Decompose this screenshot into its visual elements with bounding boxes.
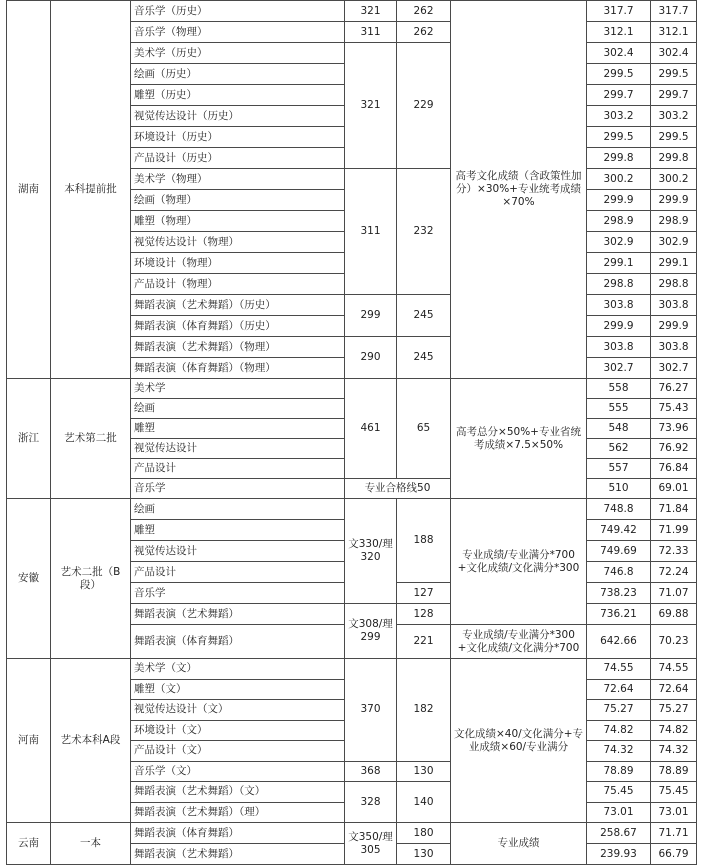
score-cell: 302.7 (587, 358, 651, 379)
culture-line-cell: 文350/理305 (345, 823, 397, 865)
batch-cell: 艺术第二批 (51, 379, 131, 499)
score-cell: 748.8 (587, 499, 651, 520)
major-cell: 音乐学（历史） (131, 1, 345, 22)
major-cell: 绘画（物理） (131, 190, 345, 211)
major-cell: 视觉传达设计（物理） (131, 232, 345, 253)
culture-line-cell: 290 (345, 337, 397, 379)
score-cell: 258.67 (587, 823, 651, 844)
major-cell: 音乐学（物理） (131, 22, 345, 43)
score-cell: 72.33 (651, 541, 697, 562)
formula-cell: 文化成绩×40/文化满分+专业成绩×60/专业满分 (451, 659, 587, 823)
score-cell: 66.79 (651, 844, 697, 865)
major-line-cell: 262 (397, 22, 451, 43)
major-cell: 美术学（历史） (131, 43, 345, 64)
score-cell: 299.5 (587, 64, 651, 85)
score-cell: 749.69 (587, 541, 651, 562)
score-cell: 299.7 (587, 85, 651, 106)
score-cell: 736.21 (587, 604, 651, 625)
score-cell: 76.84 (651, 459, 697, 479)
score-cell: 299.9 (651, 190, 697, 211)
province-cell: 安徽 (7, 499, 51, 659)
culture-line-cell: 311 (345, 169, 397, 295)
score-cell: 302.4 (651, 43, 697, 64)
formula-cell: 专业成绩 (451, 823, 587, 865)
major-cell: 美术学（物理） (131, 169, 345, 190)
culture-line-cell: 文330/理320 (345, 499, 397, 604)
score-cell: 555 (587, 399, 651, 419)
culture-line-cell: 321 (345, 1, 397, 22)
major-line-cell: 140 (397, 782, 451, 823)
batch-cell: 本科提前批 (51, 1, 131, 379)
major-cell: 产品设计 (131, 459, 345, 479)
major-cell: 美术学（文） (131, 659, 345, 680)
major-line-cell: 65 (397, 379, 451, 479)
major-cell: 产品设计 (131, 562, 345, 583)
score-cell: 302.9 (651, 232, 697, 253)
formula-cell: 高考总分×50%+专业省统考成绩×7.5×50% (451, 379, 587, 499)
score-cell: 72.64 (587, 679, 651, 700)
score-cell: 74.32 (651, 741, 697, 762)
score-cell: 74.82 (587, 720, 651, 741)
culture-line-cell: 328 (345, 782, 397, 823)
score-cell: 75.45 (651, 782, 697, 803)
major-line-cell: 245 (397, 337, 451, 379)
score-cell: 303.2 (651, 106, 697, 127)
score-cell: 298.9 (587, 211, 651, 232)
major-cell: 舞蹈表演（体育舞蹈）（历史） (131, 316, 345, 337)
score-cell: 73.96 (651, 419, 697, 439)
formula-cell: 专业成绩/专业满分*700+文化成绩/文化满分*300 (451, 499, 587, 625)
major-line-cell: 229 (397, 43, 451, 169)
score-cell: 71.07 (651, 583, 697, 604)
score-cell: 317.7 (587, 1, 651, 22)
batch-cell: 艺术本科A段 (51, 659, 131, 823)
score-cell: 317.7 (651, 1, 697, 22)
score-cell: 738.23 (587, 583, 651, 604)
province-cell: 浙江 (7, 379, 51, 499)
province-cell: 湖南 (7, 1, 51, 379)
major-cell: 舞蹈表演（艺术舞蹈）（物理） (131, 337, 345, 358)
major-line-cell: 188 (397, 499, 451, 583)
score-cell: 510 (587, 479, 651, 499)
major-cell: 绘画 (131, 499, 345, 520)
score-cell: 298.8 (651, 274, 697, 295)
score-cell: 75.43 (651, 399, 697, 419)
major-cell: 产品设计（文） (131, 741, 345, 762)
score-cell: 303.2 (587, 106, 651, 127)
score-cell: 548 (587, 419, 651, 439)
major-cell: 雕塑（文） (131, 679, 345, 700)
major-cell: 雕塑 (131, 520, 345, 541)
major-line-cell: 245 (397, 295, 451, 337)
batch-cell: 一本 (51, 823, 131, 865)
score-cell: 75.27 (587, 700, 651, 721)
major-cell: 舞蹈表演（体育舞蹈）（物理） (131, 358, 345, 379)
major-cell: 音乐学 (131, 583, 345, 604)
major-cell: 舞蹈表演（体育舞蹈） (131, 625, 345, 659)
merged-line-cell: 专业合格线50 (345, 479, 451, 499)
score-cell: 302.9 (587, 232, 651, 253)
score-cell: 74.55 (651, 659, 697, 680)
score-cell: 78.89 (651, 761, 697, 782)
major-line-cell: 232 (397, 169, 451, 295)
score-cell: 562 (587, 439, 651, 459)
major-cell: 舞蹈表演（艺术舞蹈） (131, 844, 345, 865)
score-cell: 749.42 (587, 520, 651, 541)
batch-cell: 艺术二批（B段） (51, 499, 131, 659)
culture-line-cell: 461 (345, 379, 397, 479)
major-line-cell: 221 (397, 625, 451, 659)
score-cell: 302.4 (587, 43, 651, 64)
major-cell: 视觉传达设计（历史） (131, 106, 345, 127)
major-line-cell: 128 (397, 604, 451, 625)
province-cell: 河南 (7, 659, 51, 823)
score-cell: 71.71 (651, 823, 697, 844)
major-cell: 舞蹈表演（艺术舞蹈） (131, 604, 345, 625)
major-cell: 雕塑（历史） (131, 85, 345, 106)
major-line-cell: 127 (397, 583, 451, 604)
major-cell: 视觉传达设计 (131, 541, 345, 562)
score-cell: 299.5 (587, 127, 651, 148)
major-cell: 雕塑 (131, 419, 345, 439)
major-cell: 环境设计（历史） (131, 127, 345, 148)
score-cell: 299.7 (651, 85, 697, 106)
score-cell: 69.01 (651, 479, 697, 499)
score-cell: 74.32 (587, 741, 651, 762)
score-cell: 71.84 (651, 499, 697, 520)
score-cell: 300.2 (587, 169, 651, 190)
major-cell: 绘画（历史） (131, 64, 345, 85)
score-cell: 299.1 (587, 253, 651, 274)
score-cell: 72.24 (651, 562, 697, 583)
score-cell: 299.5 (651, 64, 697, 85)
score-cell: 299.5 (651, 127, 697, 148)
score-cell: 76.27 (651, 379, 697, 399)
score-cell: 299.1 (651, 253, 697, 274)
major-line-cell: 130 (397, 761, 451, 782)
culture-line-cell: 299 (345, 295, 397, 337)
culture-line-cell: 文308/理299 (345, 604, 397, 659)
major-cell: 舞蹈表演（艺术舞蹈）（历史） (131, 295, 345, 316)
score-cell: 299.9 (651, 316, 697, 337)
score-cell: 302.7 (651, 358, 697, 379)
score-cell: 312.1 (587, 22, 651, 43)
score-cell: 557 (587, 459, 651, 479)
formula-cell: 专业成绩/专业满分*300+文化成绩/文化满分*700 (451, 625, 587, 659)
score-cell: 299.9 (587, 190, 651, 211)
score-cell: 303.8 (651, 337, 697, 358)
major-cell: 音乐学（文） (131, 761, 345, 782)
major-line-cell: 262 (397, 1, 451, 22)
major-cell: 美术学 (131, 379, 345, 399)
culture-line-cell: 321 (345, 43, 397, 169)
major-line-cell: 182 (397, 659, 451, 762)
score-cell: 74.55 (587, 659, 651, 680)
score-cell: 312.1 (651, 22, 697, 43)
culture-line-cell: 370 (345, 659, 397, 762)
score-cell: 746.8 (587, 562, 651, 583)
province-cell: 云南 (7, 823, 51, 865)
major-cell: 音乐学 (131, 479, 345, 499)
major-cell: 产品设计（历史） (131, 148, 345, 169)
major-cell: 舞蹈表演（艺术舞蹈）（理） (131, 802, 345, 823)
major-line-cell: 130 (397, 844, 451, 865)
major-cell: 绘画 (131, 399, 345, 419)
major-cell: 雕塑（物理） (131, 211, 345, 232)
admission-score-table (6, 0, 697, 865)
major-line-cell: 180 (397, 823, 451, 844)
score-cell: 303.8 (587, 337, 651, 358)
formula-cell: 高考文化成绩（含政策性加分）×30%+专业统考成绩×70% (451, 1, 587, 379)
score-cell: 303.8 (587, 295, 651, 316)
score-cell: 558 (587, 379, 651, 399)
score-cell: 75.45 (587, 782, 651, 803)
score-cell: 76.92 (651, 439, 697, 459)
score-cell: 299.8 (587, 148, 651, 169)
score-cell: 73.01 (651, 802, 697, 823)
score-cell: 299.8 (651, 148, 697, 169)
major-cell: 视觉传达设计 (131, 439, 345, 459)
score-cell: 642.66 (587, 625, 651, 659)
score-cell: 73.01 (587, 802, 651, 823)
score-cell: 75.27 (651, 700, 697, 721)
score-cell: 239.93 (587, 844, 651, 865)
score-cell: 72.64 (651, 679, 697, 700)
score-cell: 298.9 (651, 211, 697, 232)
culture-line-cell: 368 (345, 761, 397, 782)
major-cell: 环境设计（物理） (131, 253, 345, 274)
major-cell: 环境设计（文） (131, 720, 345, 741)
major-cell: 视觉传达设计（文） (131, 700, 345, 721)
major-cell: 舞蹈表演（艺术舞蹈）（文） (131, 782, 345, 803)
score-cell: 303.8 (651, 295, 697, 316)
score-cell: 298.8 (587, 274, 651, 295)
score-cell: 299.9 (587, 316, 651, 337)
culture-line-cell: 311 (345, 22, 397, 43)
major-cell: 舞蹈表演（体育舞蹈） (131, 823, 345, 844)
score-cell: 300.2 (651, 169, 697, 190)
score-cell: 78.89 (587, 761, 651, 782)
score-cell: 74.82 (651, 720, 697, 741)
major-cell: 产品设计（物理） (131, 274, 345, 295)
score-cell: 70.23 (651, 625, 697, 659)
score-cell: 71.99 (651, 520, 697, 541)
score-cell: 69.88 (651, 604, 697, 625)
